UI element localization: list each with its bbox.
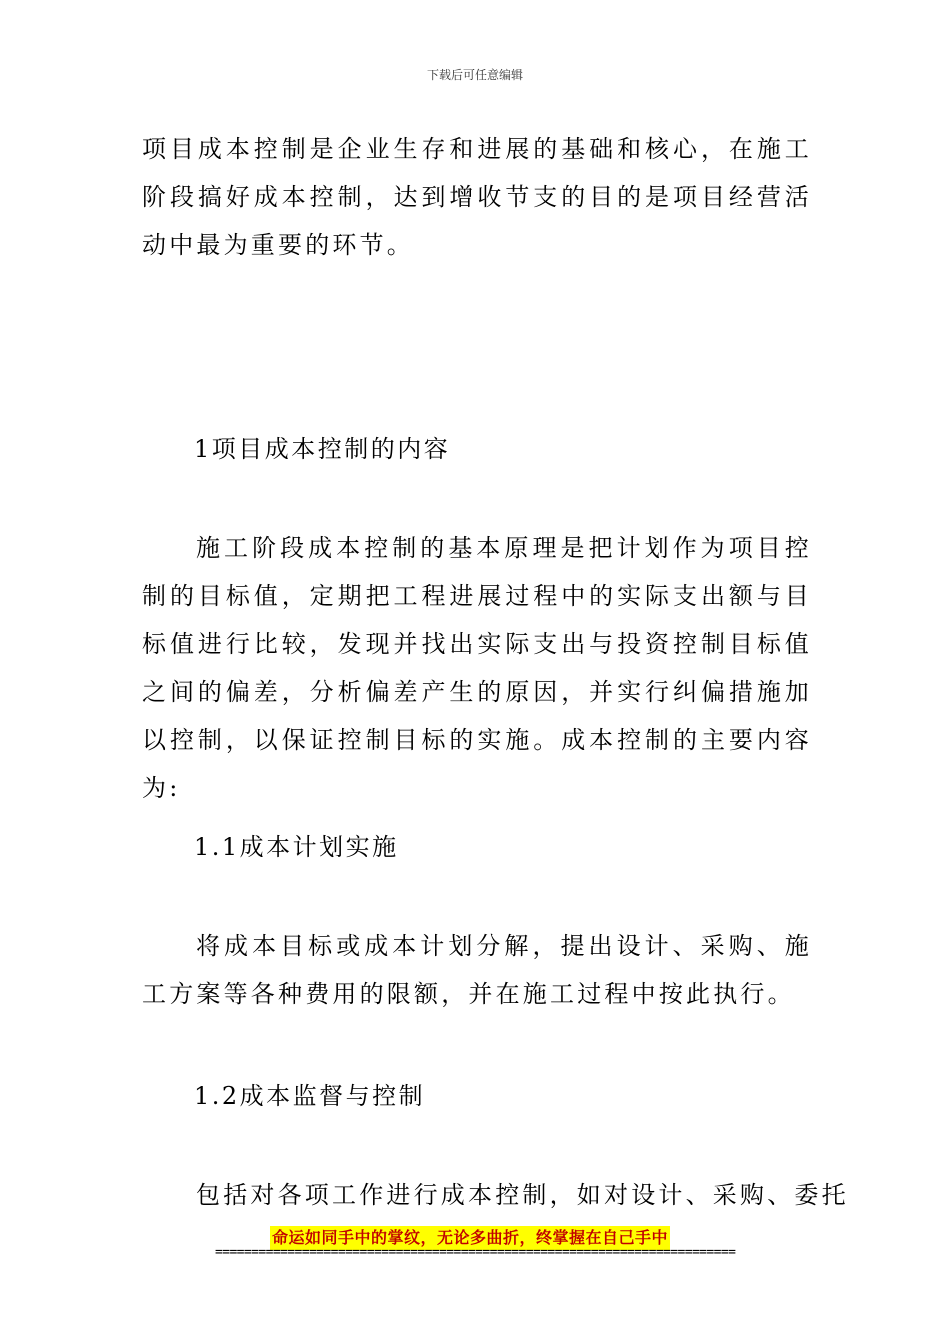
section-1-heading: 1项目成本控制的内容: [194, 435, 451, 463]
footer-motto-banner: 命运如同手中的掌纹，无论多曲折，终掌握在自己手中: [270, 1226, 670, 1250]
section-1-1-heading: 1.1成本计划实施: [194, 833, 399, 861]
intro-paragraph: 项目成本控制是企业生存和进展的基础和核心，在施工阶段搞好成本控制，达到增收节支的目的是项目经营活动中最为重要的环节。: [142, 135, 812, 259]
section-1-2-paragraph: 包括对各项工作进行成本控制，如对设计、采购、委托: [196, 1181, 849, 1209]
section-1-2-heading: 1.2成本监督与控制: [194, 1082, 426, 1110]
footer-divider: ========================================================================: [215, 1245, 736, 1260]
section-1-1-paragraph: 将成本目标或成本计划分解，提出设计、采购、施工方案等各种费用的限额，并在施工过程中按此执行。: [142, 932, 812, 1008]
section-1-paragraph: 施工阶段成本控制的基本原理是把计划作为项目控制的目标值，定期把工程进展过程中的实际支出额与目标值进行比较，发现并找出实际支出与投资控制目标值之间的偏差，分析偏差产生的原因，并实行纠偏措施加以控制，以保证控制目标的实施。成本控制的主要内容为:: [142, 534, 812, 802]
header-note: 下载后可任意编辑: [426, 68, 523, 82]
